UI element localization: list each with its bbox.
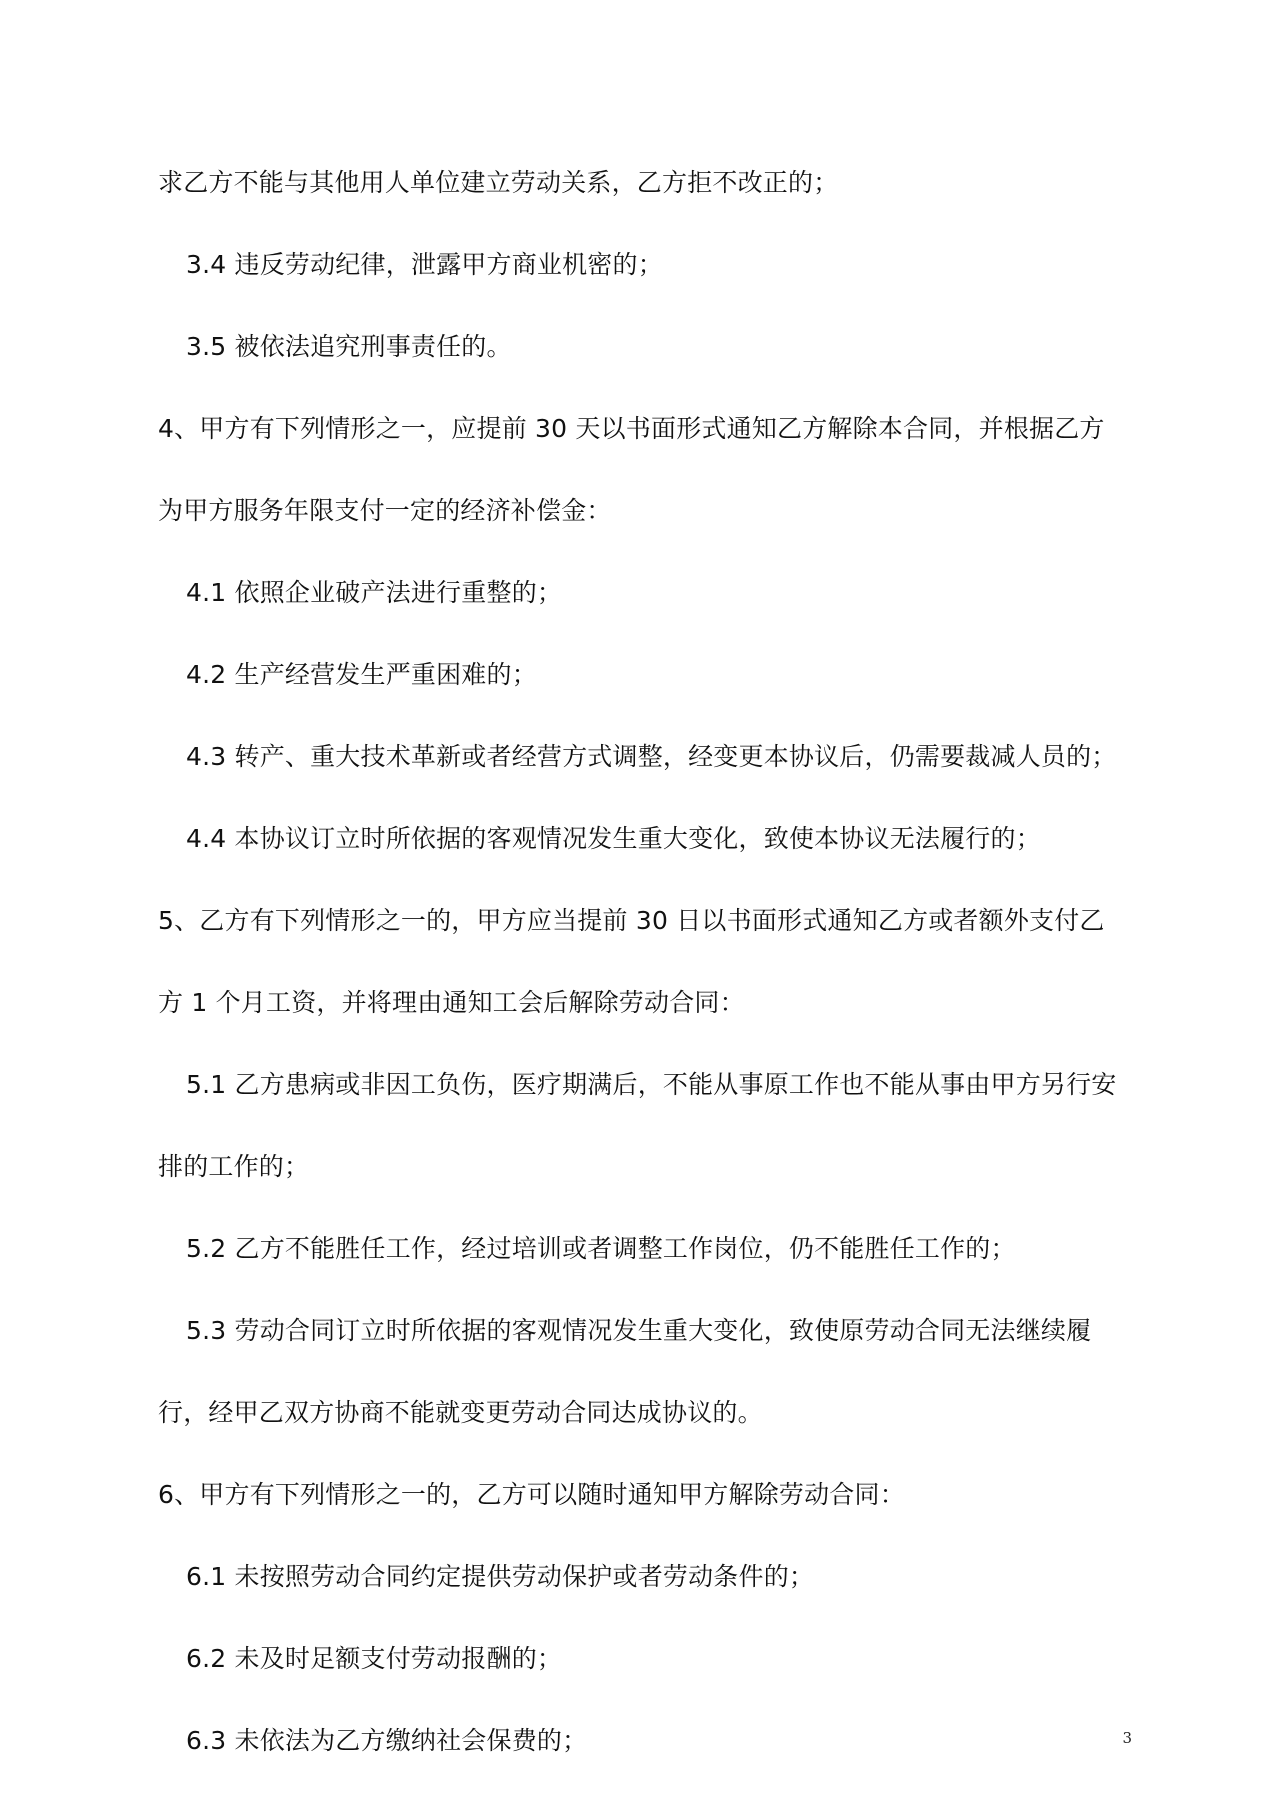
clause-4-3: 4.3 转产、重大技术革新或者经营方式调整，经变更本协议后，仍需要裁减人员的； xyxy=(186,742,1117,771)
clause-5-1: 5.1 乙方患病或非因工负伤，医疗期满后，不能从事原工作也不能从事由甲方另行安 xyxy=(186,1070,1117,1099)
clause-3-5: 3.5 被依法追究刑事责任的。 xyxy=(186,332,512,361)
clause-4-2: 4.2 生产经营发生严重困难的； xyxy=(186,660,537,689)
clause-6-2: 6.2 未及时足额支付劳动报酬的； xyxy=(186,1644,563,1673)
clause-5-heading-continued: 方 1 个月工资，并将理由通知工会后解除劳动合同： xyxy=(158,988,745,1017)
clause-5-heading: 5、乙方有下列情形之一的，甲方应当提前 30 日以书面形式通知乙方或者额外支付乙 xyxy=(158,906,1105,935)
clause-5-2: 5.2 乙方不能胜任工作，经过培训或者调整工作岗位，仍不能胜任工作的； xyxy=(186,1234,1016,1263)
clause-4-heading: 4、甲方有下列情形之一，应提前 30 天以书面形式通知乙方解除本合同，并根据乙方 xyxy=(158,414,1105,443)
clause-6-1: 6.1 未按照劳动合同约定提供劳动保护或者劳动条件的； xyxy=(186,1562,815,1591)
page-number: 3 xyxy=(1122,1729,1132,1747)
clause-5-1-continued: 排的工作的； xyxy=(158,1152,310,1181)
body-line-continuation: 求乙方不能与其他用人单位建立劳动关系，乙方拒不改正的； xyxy=(158,168,839,197)
clause-4-heading-continued: 为甲方服务年限支付一定的经济补偿金： xyxy=(158,496,612,525)
clause-6-heading: 6、甲方有下列情形之一的，乙方可以随时通知甲方解除劳动合同： xyxy=(158,1480,905,1509)
clause-3-4: 3.4 违反劳动纪律，泄露甲方商业机密的； xyxy=(186,250,663,279)
clause-5-3-continued: 行，经甲乙双方协商不能就变更劳动合同达成协议的。 xyxy=(158,1398,763,1427)
clause-6-3: 6.3 未依法为乙方缴纳社会保费的； xyxy=(186,1726,588,1755)
document-body xyxy=(158,142,1128,1782)
clause-4-1: 4.1 依照企业破产法进行重整的； xyxy=(186,578,563,607)
clause-4-4: 4.4 本协议订立时所依据的客观情况发生重大变化，致使本协议无法履行的； xyxy=(186,824,1041,853)
clause-5-3: 5.3 劳动合同订立时所依据的客观情况发生重大变化，致使原劳动合同无法继续履 xyxy=(186,1316,1092,1345)
